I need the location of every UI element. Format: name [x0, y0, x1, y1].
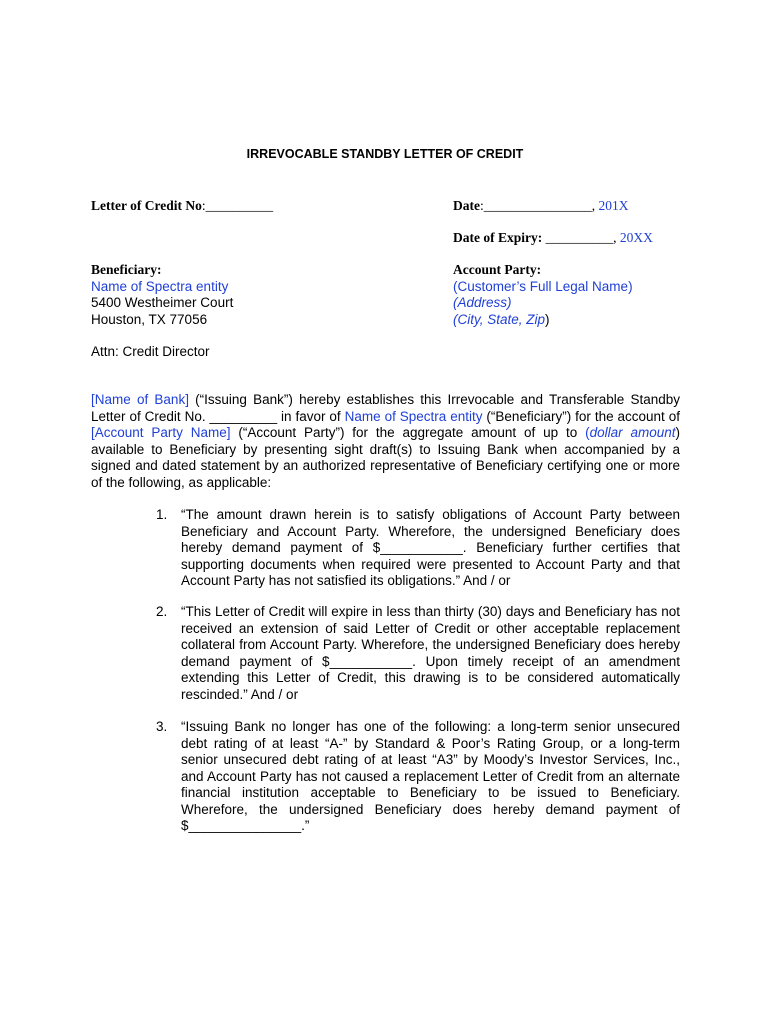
lc-number-value: :__________	[201, 198, 274, 213]
account-party-city-line	[453, 312, 633, 329]
body-text-1: (“Issuing Bank”) hereby establishes this Irrevocable and Transferable Standby Letter of Credit No. _________ in favor of	[91, 392, 680, 424]
document-title: IRREVOCABLE STANDBY LETTER OF CREDIT	[246, 147, 524, 161]
account-party-city-close: )	[545, 311, 550, 327]
issuing-bank-name: [Name of Bank]	[91, 392, 189, 407]
account-party-label: Account Party:	[453, 262, 542, 277]
body-text-2: (“Beneficiary”) for the account of	[482, 408, 680, 424]
lc-number-line	[91, 198, 273, 214]
expiry-label: Date of Expiry:	[453, 230, 543, 245]
body-paren-close: )	[675, 425, 680, 440]
list-item-text: “The amount drawn herein is to satisfy obligations of Account Party between Beneficiary and Account Party. Wherefore, the undersigned Beneficiary does hereby demand payment of $___________. Beneficiary further certifies that supporting documents when required were presented to Account Party and that Account Party has not satisfied its obligations.” And / or	[181, 507, 680, 588]
list-item-number: 3.	[156, 719, 168, 734]
expiry-value: __________,	[542, 230, 617, 245]
beneficiary-city: Houston, TX 77056	[91, 311, 208, 327]
account-party-address: (Address)	[453, 295, 512, 310]
lc-number-label: Letter of Credit No	[91, 198, 202, 213]
list-item-number: 2.	[156, 604, 168, 619]
list-item-text: “Issuing Bank no longer has one of the following: a long-term senior unsecured debt rating of at least “A-” by Standard & Poor’s Rating Group, or a long-term senior unsecured debt rating of at least “A3” by Moody’s Investor Services, Inc., and Account Party has not caused a replacement Letter of Credit from an alternate financial institution acceptable to Beneficiary to be issued to Beneficiary. Wherefore, the undersigned Beneficiary does hereby demand payment of $_______________.”	[181, 719, 680, 833]
beneficiary-label: Beneficiary:	[91, 262, 162, 277]
date-label: Date	[453, 198, 480, 213]
body-account-party-name: [Account Party Name]	[91, 425, 231, 440]
beneficiary-street: 5400 Westheimer Court	[91, 295, 234, 310]
body-dollar-amount: dollar amount	[589, 425, 676, 440]
body-beneficiary-name: Name of Spectra entity	[344, 408, 483, 424]
body-text-3: (“Account Party”) for the aggregate amount of up to	[230, 425, 586, 440]
body-paren-open: (	[585, 425, 590, 440]
list-item-text: “This Letter of Credit will expire in less than thirty (30) days and Beneficiary has not received an extension of said Letter of Credit or other acceptable replacement collateral from Account Party. Wherefore, the undersigned Beneficiary does hereby demand payment of $___________. Upon timely receipt of an amendment extending this Letter of Credit, this drawing is to be considered automatically rescinded.” And / or	[181, 604, 680, 702]
attention-line: Attn: Credit Director	[91, 344, 210, 359]
list-item-number: 1.	[156, 507, 168, 522]
body-paragraph	[91, 392, 680, 491]
beneficiary-block	[91, 262, 233, 328]
expiry-year: 20XX	[616, 230, 653, 245]
date-year: 201X	[595, 198, 629, 213]
beneficiary-name: Name of Spectra entity	[91, 278, 229, 294]
body-text-4: available to Beneficiary by presenting sight draft(s) to Issuing Bank when accompanied by a signed and dated statement by an authorized representative of Beneficiary certifying one or more of the following, as applicable:	[91, 441, 680, 490]
expiry-line	[453, 230, 653, 246]
date-line	[453, 198, 629, 214]
account-party-city: (City, State, Zip	[453, 311, 546, 327]
account-party-block	[453, 262, 633, 328]
account-party-name: (Customer’s Full Legal Name)	[453, 278, 633, 294]
date-value: :________________,	[480, 198, 596, 213]
